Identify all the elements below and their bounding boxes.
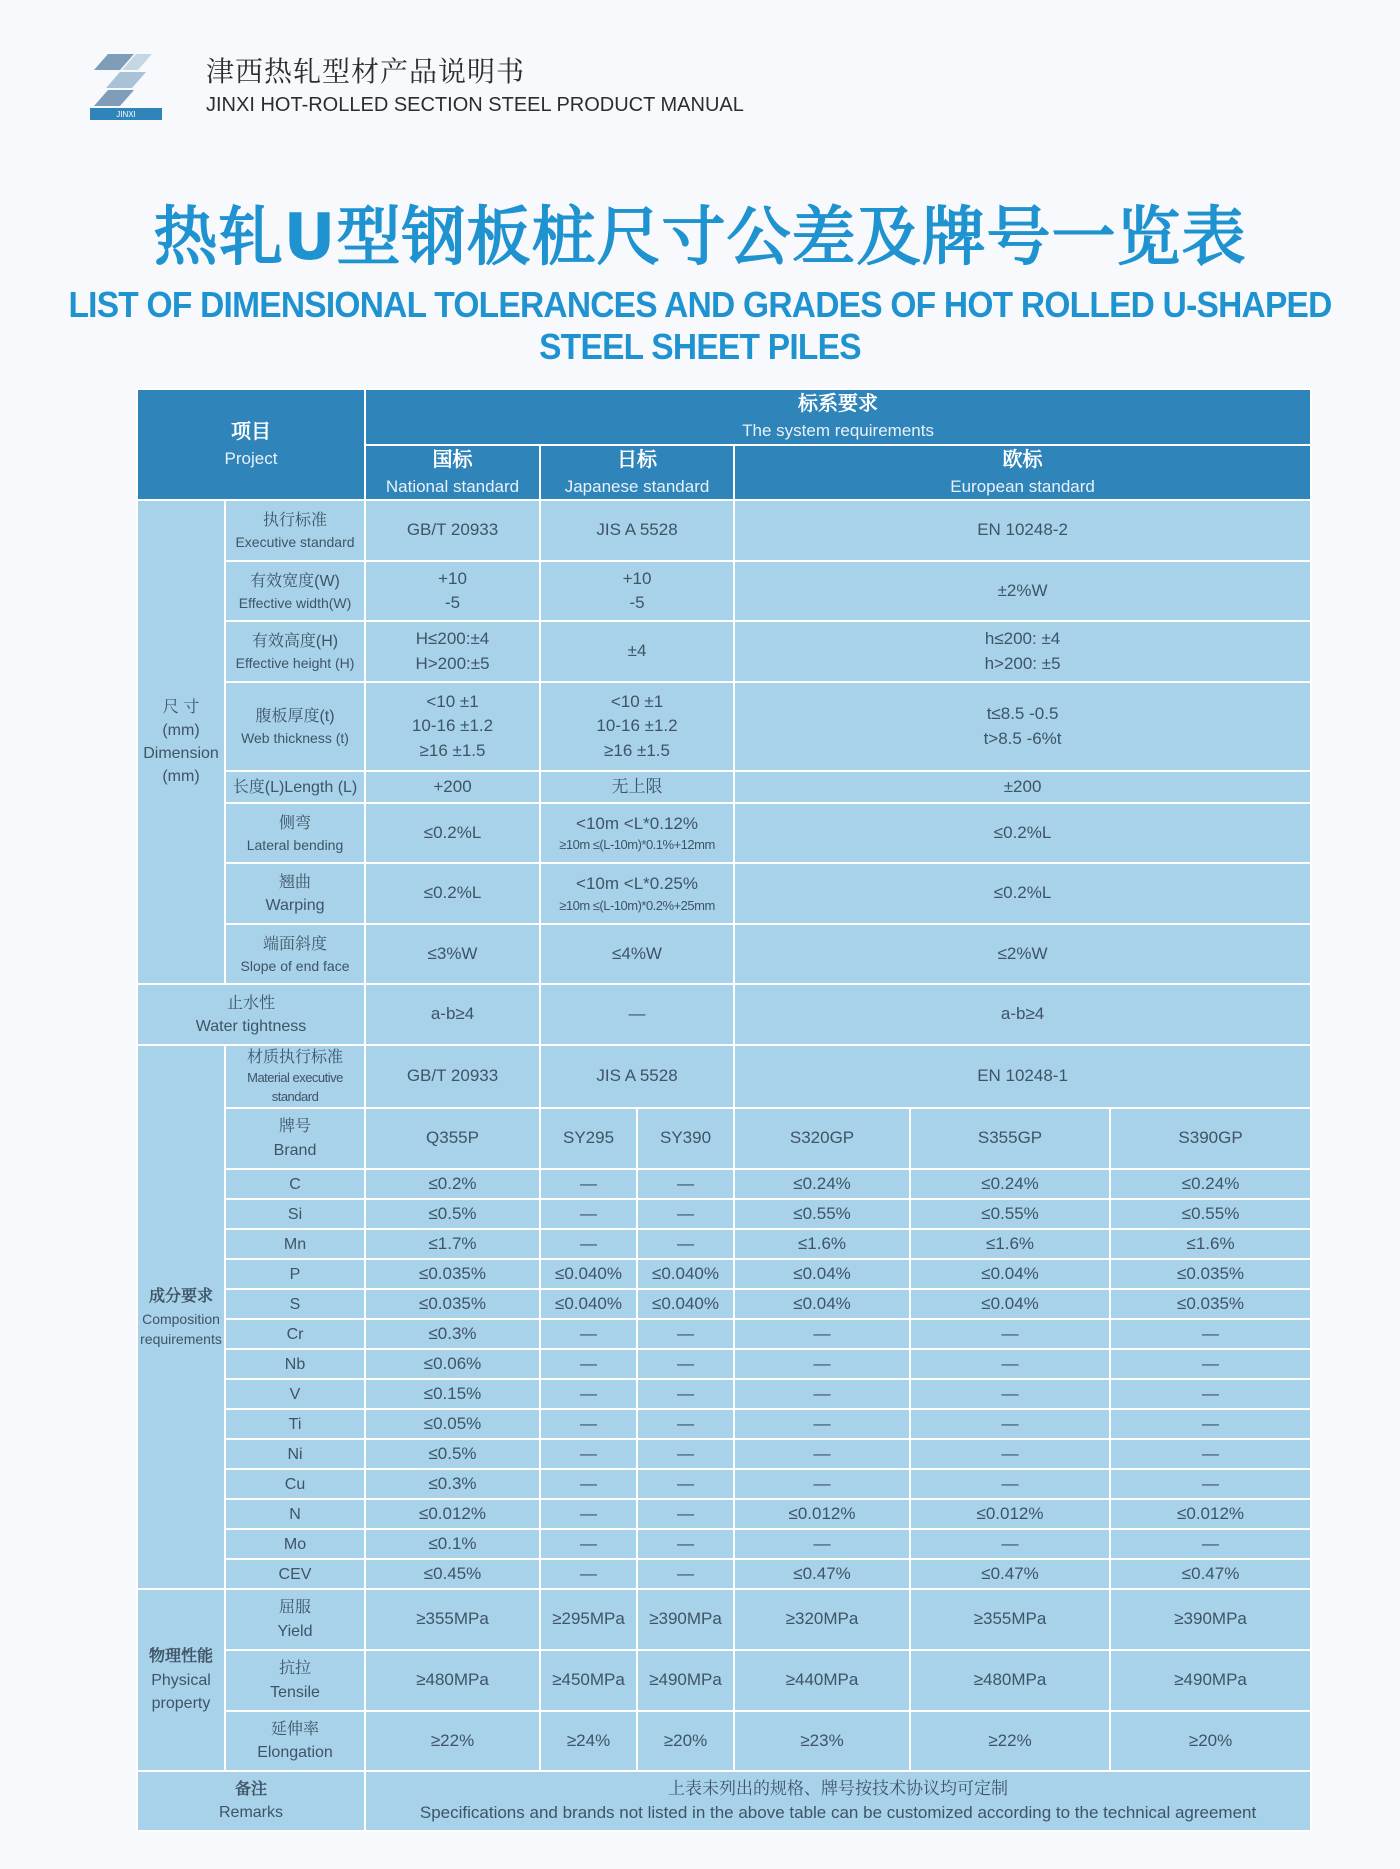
table-cell: —	[540, 1379, 637, 1409]
table-cell: —	[910, 1379, 1110, 1409]
physical-category: 物理性能 Physical property	[137, 1589, 225, 1771]
table-cell: ≤0.035%	[1110, 1289, 1311, 1319]
table-cell: —	[1110, 1409, 1311, 1439]
element-label: Mo	[225, 1529, 365, 1559]
element-label: N	[225, 1499, 365, 1529]
table-row	[137, 771, 1311, 803]
table-cell: ≤0.5%	[365, 1199, 540, 1229]
table-row	[137, 1409, 1311, 1439]
table-cell: ±2%W	[734, 561, 1311, 621]
page-title-en: LIST OF DIMENSIONAL TOLERANCES AND GRADES OF HOT ROLLED U-SHAPED STEEL SHEET PILES	[68, 284, 1332, 367]
table-cell: ≤0.04%	[734, 1289, 910, 1319]
table-cell: ±200	[734, 771, 1311, 803]
table-cell: ≥480MPa	[910, 1650, 1110, 1711]
composition-category: 成分要求 Composition requirements	[137, 1045, 225, 1589]
table-cell: ≤0.55%	[1110, 1199, 1311, 1229]
table-cell: GB/T 20933	[365, 500, 540, 561]
table-cell: —	[540, 1199, 637, 1229]
table-cell: ≤1.6%	[910, 1229, 1110, 1259]
row-label: 牌号 Brand	[225, 1108, 365, 1169]
table-cell: ≤0.012%	[365, 1499, 540, 1529]
row-label: 材质执行标准 Material executive standard	[225, 1045, 365, 1108]
system-requirements-header: 标系要求 The system requirements	[365, 389, 1311, 445]
table-cell: JIS A 5528	[540, 1045, 734, 1108]
jinxi-logo	[90, 52, 162, 120]
document-header	[90, 40, 1290, 130]
table-cell: ≤0.012%	[1110, 1499, 1311, 1529]
table-cell: a-b≥4	[734, 984, 1311, 1045]
page-title-cn: 热轧U型钢板桩尺寸公差及牌号一览表	[153, 201, 1247, 275]
table-cell: ≤1.7%	[365, 1229, 540, 1259]
table-cell: 无上限	[540, 771, 734, 803]
table-cell: <10 ±1 10-16 ±1.2 ≥16 ±1.5	[365, 682, 540, 771]
table-cell: —	[540, 1469, 637, 1499]
table-cell: ≤3%W	[365, 924, 540, 984]
table-cell: H≤200:±4 H>200:±5	[365, 621, 540, 682]
remarks-text: 上表未列出的规格、牌号按技术协议均可定制 Specifications and brands not listed in the above table can be customized according to the technical agreement	[365, 1771, 1311, 1831]
table-cell: ≤0.035%	[1110, 1259, 1311, 1289]
table-row	[137, 1379, 1311, 1409]
table-cell: ≥295MPa	[540, 1589, 637, 1650]
table-cell: ≤0.24%	[734, 1169, 910, 1199]
table-row	[137, 1289, 1311, 1319]
table-cell: GB/T 20933	[365, 1045, 540, 1108]
table-cell: ≤0.2%L	[734, 803, 1311, 863]
project-header: 项目 Project	[137, 389, 365, 500]
table-cell: —	[1110, 1469, 1311, 1499]
table-row	[137, 1529, 1311, 1559]
row-label: 长度(L)Length (L)	[225, 771, 365, 803]
table-cell: +10 -5	[540, 561, 734, 621]
grade-cell: SY390	[637, 1108, 734, 1169]
japanese-standard-header: 日标 Japanese standard	[540, 445, 734, 501]
row-label: 屈服 Yield	[225, 1589, 365, 1650]
table-cell: ≥490MPa	[1110, 1650, 1311, 1711]
grade-cell: S390GP	[1110, 1108, 1311, 1169]
table-cell: h≤200: ±4 h>200: ±5	[734, 621, 1311, 682]
element-label: CEV	[225, 1559, 365, 1589]
table-cell: —	[734, 1349, 910, 1379]
table-cell: t≤8.5 -0.5 t>8.5 -6%t	[734, 682, 1311, 771]
table-cell: EN 10248-1	[734, 1045, 1311, 1108]
table-cell: ≥390MPa	[1110, 1589, 1311, 1650]
table-row	[137, 1045, 1311, 1108]
element-label: Cu	[225, 1469, 365, 1499]
table-cell: —	[910, 1349, 1110, 1379]
table-cell: —	[540, 1529, 637, 1559]
table-cell: ≥480MPa	[365, 1650, 540, 1711]
table-row	[137, 1499, 1311, 1529]
table-row	[137, 1199, 1311, 1229]
table-cell: —	[1110, 1319, 1311, 1349]
table-cell: ≥355MPa	[910, 1589, 1110, 1650]
grade-cell: S320GP	[734, 1108, 910, 1169]
row-label: 执行标准 Executive standard	[225, 500, 365, 561]
table-row	[137, 1439, 1311, 1469]
table-cell: —	[734, 1319, 910, 1349]
table-cell: ±4	[540, 621, 734, 682]
table-row	[137, 1711, 1311, 1771]
element-label: P	[225, 1259, 365, 1289]
table-cell: JIS A 5528	[540, 500, 734, 561]
table-cell: —	[910, 1439, 1110, 1469]
table-cell: ≤4%W	[540, 924, 734, 984]
row-label: 延伸率 Elongation	[225, 1711, 365, 1771]
table-cell: —	[910, 1319, 1110, 1349]
element-label: Si	[225, 1199, 365, 1229]
row-label: 侧弯 Lateral bending	[225, 803, 365, 863]
table-row	[137, 621, 1311, 682]
table-cell: ≥23%	[734, 1711, 910, 1771]
table-cell: —	[637, 1529, 734, 1559]
table-cell: ≥440MPa	[734, 1650, 910, 1711]
table-row	[137, 1108, 1311, 1169]
table-cell: ≤0.012%	[910, 1499, 1110, 1529]
svg-text:JINXI: JINXI	[116, 110, 136, 119]
table-cell: —	[910, 1469, 1110, 1499]
table-cell: ≥320MPa	[734, 1589, 910, 1650]
table-cell: <10m <L*0.12% ≥10m ≤(L-10m)*0.1%+12mm	[540, 803, 734, 863]
table-cell: ≥20%	[637, 1711, 734, 1771]
row-label: 有效高度(H) Effective height (H)	[225, 621, 365, 682]
element-label: Cr	[225, 1319, 365, 1349]
table-cell: —	[910, 1529, 1110, 1559]
element-label: C	[225, 1169, 365, 1199]
table-cell: —	[1110, 1379, 1311, 1409]
table-cell: ≤0.035%	[365, 1259, 540, 1289]
table-cell: —	[540, 1169, 637, 1199]
table-row	[137, 1589, 1311, 1650]
table-cell: —	[540, 1499, 637, 1529]
table-cell: ≤0.1%	[365, 1529, 540, 1559]
table-cell: ≤0.2%L	[365, 863, 540, 924]
table-cell: ≤0.040%	[637, 1259, 734, 1289]
table-cell: ≤0.24%	[910, 1169, 1110, 1199]
table-row	[137, 984, 1311, 1045]
table-cell: —	[540, 1229, 637, 1259]
element-label: Mn	[225, 1229, 365, 1259]
table-cell: ≤0.55%	[910, 1199, 1110, 1229]
dimension-category: 尺 寸 (mm) Dimension (mm)	[137, 500, 225, 984]
table-row	[137, 1771, 1311, 1831]
remarks-label: 备注 Remarks	[137, 1771, 365, 1831]
table-row	[137, 1650, 1311, 1711]
table-cell: ≤0.04%	[910, 1259, 1110, 1289]
table-cell: ≤0.55%	[734, 1199, 910, 1229]
table-cell: —	[540, 1559, 637, 1589]
grade-cell: S355GP	[910, 1108, 1110, 1169]
row-label: 翘曲 Warping	[225, 863, 365, 924]
table-cell: ≤0.2%L	[734, 863, 1311, 924]
table-cell: ≥24%	[540, 1711, 637, 1771]
row-label: 有效宽度(W) Effective width(W)	[225, 561, 365, 621]
table-row	[137, 1229, 1311, 1259]
brand-title-en: JINXI HOT-ROLLED SECTION STEEL PRODUCT MANUAL	[206, 94, 744, 116]
table-row	[137, 682, 1311, 771]
table-cell: —	[637, 1199, 734, 1229]
table-cell: <10 ±1 10-16 ±1.2 ≥16 ±1.5	[540, 682, 734, 771]
table-cell: —	[540, 1319, 637, 1349]
table-row	[137, 1559, 1311, 1589]
table-cell: ≥490MPa	[637, 1650, 734, 1711]
brand-title-cn: 津西热轧型材产品说明书	[206, 55, 526, 88]
table-cell: <10m <L*0.25% ≥10m ≤(L-10m)*0.2%+25mm	[540, 863, 734, 924]
table-cell: ≥22%	[910, 1711, 1110, 1771]
table-cell: —	[637, 1559, 734, 1589]
table-cell: ≤0.040%	[637, 1289, 734, 1319]
table-cell: ≤0.24%	[1110, 1169, 1311, 1199]
table-cell: +200	[365, 771, 540, 803]
table-cell: —	[637, 1409, 734, 1439]
table-row	[137, 863, 1311, 924]
table-cell: ≤0.5%	[365, 1439, 540, 1469]
table-cell: —	[540, 984, 734, 1045]
table-cell: —	[540, 1409, 637, 1439]
table-row	[137, 561, 1311, 621]
national-standard-header: 国标 National standard	[365, 445, 540, 501]
element-label: V	[225, 1379, 365, 1409]
table-cell: —	[637, 1229, 734, 1259]
table-cell: —	[637, 1439, 734, 1469]
table-cell: —	[637, 1499, 734, 1529]
element-label: Ti	[225, 1409, 365, 1439]
table-row	[137, 1169, 1311, 1199]
table-row	[137, 1319, 1311, 1349]
table-cell: ≤0.3%	[365, 1469, 540, 1499]
element-label: S	[225, 1289, 365, 1319]
table-cell: —	[637, 1379, 734, 1409]
table-cell: —	[734, 1529, 910, 1559]
water-tightness-label: 止水性 Water tightness	[137, 984, 365, 1045]
table-cell: ≤0.47%	[1110, 1559, 1311, 1589]
table-cell: —	[637, 1349, 734, 1379]
table-cell: ≤0.040%	[540, 1289, 637, 1319]
table-cell: —	[734, 1379, 910, 1409]
table-cell: ≤0.15%	[365, 1379, 540, 1409]
table-cell: ≤0.040%	[540, 1259, 637, 1289]
european-standard-header: 欧标 European standard	[734, 445, 1311, 501]
table-cell: —	[637, 1319, 734, 1349]
table-cell: —	[1110, 1529, 1311, 1559]
table-cell: ≤0.012%	[734, 1499, 910, 1529]
table-cell: ≤0.47%	[734, 1559, 910, 1589]
table-cell: —	[734, 1439, 910, 1469]
table-cell: +10 -5	[365, 561, 540, 621]
table-cell: ≤1.6%	[1110, 1229, 1311, 1259]
table-cell: —	[910, 1409, 1110, 1439]
table-cell: EN 10248-2	[734, 500, 1311, 561]
table-cell: —	[637, 1169, 734, 1199]
table-row	[137, 500, 1311, 561]
table-cell: —	[1110, 1439, 1311, 1469]
row-label: 端面斜度 Slope of end face	[225, 924, 365, 984]
table-row	[137, 1469, 1311, 1499]
grade-cell: SY295	[540, 1108, 637, 1169]
table-cell: ≤1.6%	[734, 1229, 910, 1259]
table-cell: ≥450MPa	[540, 1650, 637, 1711]
table-cell: ≤0.05%	[365, 1409, 540, 1439]
table-cell: —	[734, 1469, 910, 1499]
table-row	[137, 1349, 1311, 1379]
table-cell: ≤0.2%	[365, 1169, 540, 1199]
table-cell: ≤0.3%	[365, 1319, 540, 1349]
table-cell: ≥390MPa	[637, 1589, 734, 1650]
table-cell: ≥20%	[1110, 1711, 1311, 1771]
table-cell: ≤0.04%	[910, 1289, 1110, 1319]
element-label: Nb	[225, 1349, 365, 1379]
table-cell: ≥355MPa	[365, 1589, 540, 1650]
table-cell: —	[734, 1409, 910, 1439]
table-cell: —	[540, 1349, 637, 1379]
table-cell: —	[1110, 1349, 1311, 1379]
specification-table	[136, 388, 1312, 1832]
table-row	[137, 803, 1311, 863]
table-row	[137, 1259, 1311, 1289]
table-cell: ≤0.035%	[365, 1289, 540, 1319]
grade-cell: Q355P	[365, 1108, 540, 1169]
table-cell: —	[637, 1469, 734, 1499]
table-cell: a-b≥4	[365, 984, 540, 1045]
table-cell: ≤0.47%	[910, 1559, 1110, 1589]
table-cell: ≤0.04%	[734, 1259, 910, 1289]
row-label: 腹板厚度(t) Web thickness (t)	[225, 682, 365, 771]
table-cell: ≤0.2%L	[365, 803, 540, 863]
row-label: 抗拉 Tensile	[225, 1650, 365, 1711]
element-label: Ni	[225, 1439, 365, 1469]
table-cell: —	[540, 1439, 637, 1469]
table-cell: ≤0.45%	[365, 1559, 540, 1589]
table-cell: ≥22%	[365, 1711, 540, 1771]
table-cell: ≤2%W	[734, 924, 1311, 984]
table-cell: ≤0.06%	[365, 1349, 540, 1379]
table-row	[137, 924, 1311, 984]
